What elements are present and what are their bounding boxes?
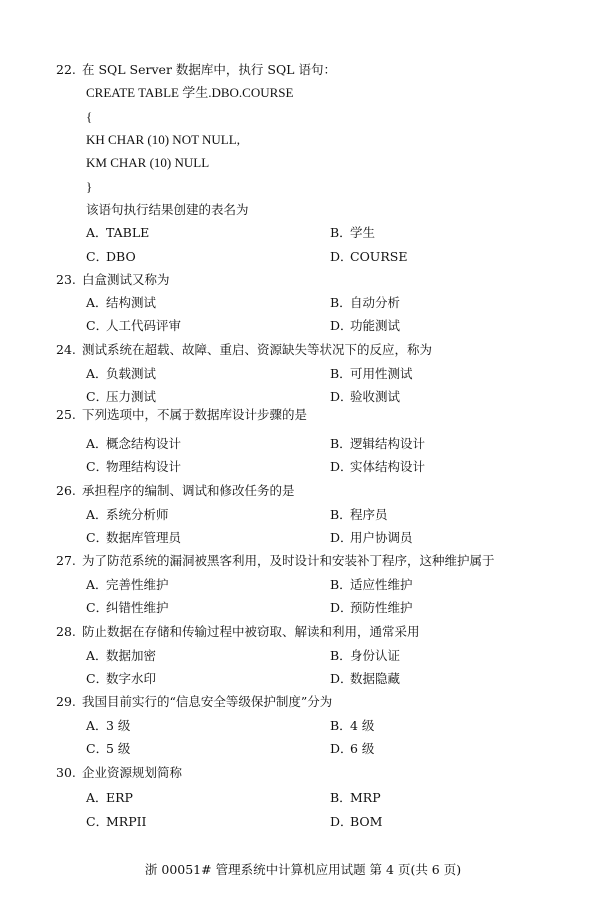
question-number: 25. — [56, 407, 76, 422]
option-c — [86, 671, 156, 687]
option-key: A． — [86, 648, 108, 663]
option-text: 概念结构设计 — [106, 436, 182, 451]
option-key: A． — [86, 507, 108, 522]
option-key: B． — [330, 366, 352, 381]
option-a — [86, 436, 181, 452]
option-text: 适应性维护 — [350, 577, 413, 592]
option-text: DBO — [106, 249, 136, 264]
option-c — [86, 389, 156, 405]
question-stem: 在 SQL Server 数据库中，执行 SQL 语句： — [82, 62, 336, 77]
option-key: D． — [330, 600, 353, 615]
option-text: BOM — [350, 814, 383, 829]
option-b — [330, 436, 425, 452]
option-text: 人工代码评审 — [106, 318, 182, 333]
option-text: 用户协调员 — [350, 530, 413, 545]
question-27 — [56, 553, 596, 569]
option-key: C． — [86, 741, 109, 756]
option-text: 系统分析师 — [106, 507, 169, 522]
option-text: 功能测试 — [350, 318, 401, 333]
option-text: 逻辑结构设计 — [350, 436, 426, 451]
option-key: C． — [86, 318, 109, 333]
option-c — [86, 530, 181, 546]
option-d — [330, 318, 400, 334]
option-text: 预防性维护 — [350, 600, 413, 615]
option-d — [330, 671, 400, 687]
option-a — [86, 225, 149, 241]
option-key: D． — [330, 249, 353, 264]
option-key: A． — [86, 366, 108, 381]
option-key: C． — [86, 814, 109, 829]
option-b — [330, 718, 374, 734]
option-text: 纠错性维护 — [106, 600, 169, 615]
question-number: 24. — [56, 342, 76, 357]
option-key: C． — [86, 600, 109, 615]
option-text: 数字水印 — [106, 671, 157, 686]
option-key: B． — [330, 507, 352, 522]
option-key: A． — [86, 295, 108, 310]
option-a — [86, 507, 169, 523]
question-stem: 下列选项中，不属于数据库设计步骤的是 — [82, 407, 308, 422]
option-text: 4 级 — [350, 718, 375, 733]
question-number: 23. — [56, 272, 76, 287]
option-d — [330, 600, 413, 616]
option-key: B． — [330, 295, 352, 310]
option-key: B． — [330, 790, 352, 805]
question-number: 26. — [56, 483, 76, 498]
option-text: TABLE — [106, 225, 150, 240]
option-b — [330, 507, 388, 523]
page-footer: 浙 00051# 管理系统中计算机应用试题 第 4 页(共 6 页) — [144, 862, 462, 877]
option-c — [86, 318, 181, 334]
option-d — [330, 249, 407, 265]
option-a — [86, 718, 130, 734]
option-text: 数据隐藏 — [350, 671, 401, 686]
option-key: A． — [86, 225, 108, 240]
question-22 — [56, 62, 596, 78]
option-b — [330, 577, 413, 593]
question-stem: 防止数据在存储和传输过程中被窃取、解读和利用，通常采用 — [82, 624, 420, 639]
question-stem: 白盒测试又称为 — [82, 272, 170, 287]
option-c — [86, 249, 136, 265]
option-key: D． — [330, 671, 353, 686]
option-d — [330, 741, 374, 757]
option-key: A． — [86, 436, 108, 451]
option-key: C． — [86, 459, 109, 474]
option-c — [86, 741, 130, 757]
option-text: 实体结构设计 — [350, 459, 426, 474]
option-key: D． — [330, 530, 353, 545]
option-b — [330, 648, 400, 664]
option-text: 验收测试 — [350, 389, 401, 404]
option-b — [330, 225, 375, 241]
option-text: 可用性测试 — [350, 366, 413, 381]
question-30 — [56, 765, 596, 781]
code-line: KM CHAR (10) NULL — [86, 155, 210, 170]
option-key: B． — [330, 718, 352, 733]
option-text: 3 级 — [106, 718, 131, 733]
code-line: KH CHAR (10) NOT NULL, — [86, 132, 240, 147]
option-text: 压力测试 — [106, 389, 157, 404]
option-text: 完善性维护 — [106, 577, 169, 592]
option-key: C． — [86, 671, 109, 686]
question-29 — [56, 694, 596, 710]
option-key: B． — [330, 648, 352, 663]
option-a — [86, 295, 156, 311]
question-24 — [56, 342, 596, 358]
option-key: D． — [330, 459, 353, 474]
option-d — [330, 814, 382, 830]
option-text: 学生 — [350, 225, 376, 240]
option-d — [330, 530, 413, 546]
option-text: 负载测试 — [106, 366, 157, 381]
option-a — [86, 648, 156, 664]
option-c — [86, 814, 147, 830]
option-key: C． — [86, 530, 109, 545]
option-key: A． — [86, 790, 108, 805]
option-b — [330, 366, 413, 382]
option-key: D． — [330, 741, 353, 756]
option-text: COURSE — [350, 249, 408, 264]
option-key: B． — [330, 436, 352, 451]
option-key: C． — [86, 249, 109, 264]
question-number: 28. — [56, 624, 76, 639]
option-text: 物理结构设计 — [106, 459, 182, 474]
option-text: 5 级 — [106, 741, 131, 756]
question-28 — [56, 624, 596, 640]
question-23 — [56, 272, 596, 288]
code-line: } — [86, 179, 93, 194]
option-b — [330, 790, 381, 806]
option-text: 数据加密 — [106, 648, 157, 663]
option-d — [330, 389, 400, 405]
option-a — [86, 790, 133, 806]
question-number: 27. — [56, 553, 76, 568]
option-c — [86, 600, 169, 616]
question-26 — [56, 483, 596, 499]
option-b — [330, 295, 400, 311]
option-key: A． — [86, 577, 108, 592]
option-text: MRP — [350, 790, 381, 805]
option-c — [86, 459, 181, 475]
option-text: MRPII — [106, 814, 147, 829]
option-key: D． — [330, 814, 353, 829]
question-followup: 该语句执行结果创建的表名为 — [86, 202, 249, 217]
option-text: 自动分析 — [350, 295, 401, 310]
question-stem: 企业资源规划简称 — [82, 765, 183, 780]
question-stem: 为了防范系统的漏洞被黑客利用，及时设计和安装补丁程序，这种维护属于 — [82, 553, 495, 568]
option-d — [330, 459, 425, 475]
option-key: C． — [86, 389, 109, 404]
option-a — [86, 366, 156, 382]
question-number: 30. — [56, 765, 76, 780]
option-text: ERP — [106, 790, 133, 805]
option-key: D． — [330, 318, 353, 333]
code-line: { — [86, 109, 93, 124]
option-text: 结构测试 — [106, 295, 157, 310]
option-text: 程序员 — [350, 507, 388, 522]
question-stem: 我国目前实行的“信息安全等级保护制度”分为 — [82, 694, 333, 709]
question-number: 29. — [56, 694, 76, 709]
option-a — [86, 577, 169, 593]
option-key: B． — [330, 225, 352, 240]
option-text: 身份认证 — [350, 648, 401, 663]
option-key: D． — [330, 389, 353, 404]
question-25 — [56, 407, 596, 423]
question-number: 22. — [56, 62, 76, 77]
option-text: 数据库管理员 — [106, 530, 182, 545]
option-key: A． — [86, 718, 108, 733]
question-stem: 承担程序的编制、调试和修改任务的是 — [82, 483, 295, 498]
option-text: 6 级 — [350, 741, 375, 756]
code-line: CREATE TABLE 学生.DBO.COURSE — [86, 85, 294, 100]
option-key: B． — [330, 577, 352, 592]
question-stem: 测试系统在超载、故障、重启、资源缺失等状况下的反应，称为 — [82, 342, 433, 357]
